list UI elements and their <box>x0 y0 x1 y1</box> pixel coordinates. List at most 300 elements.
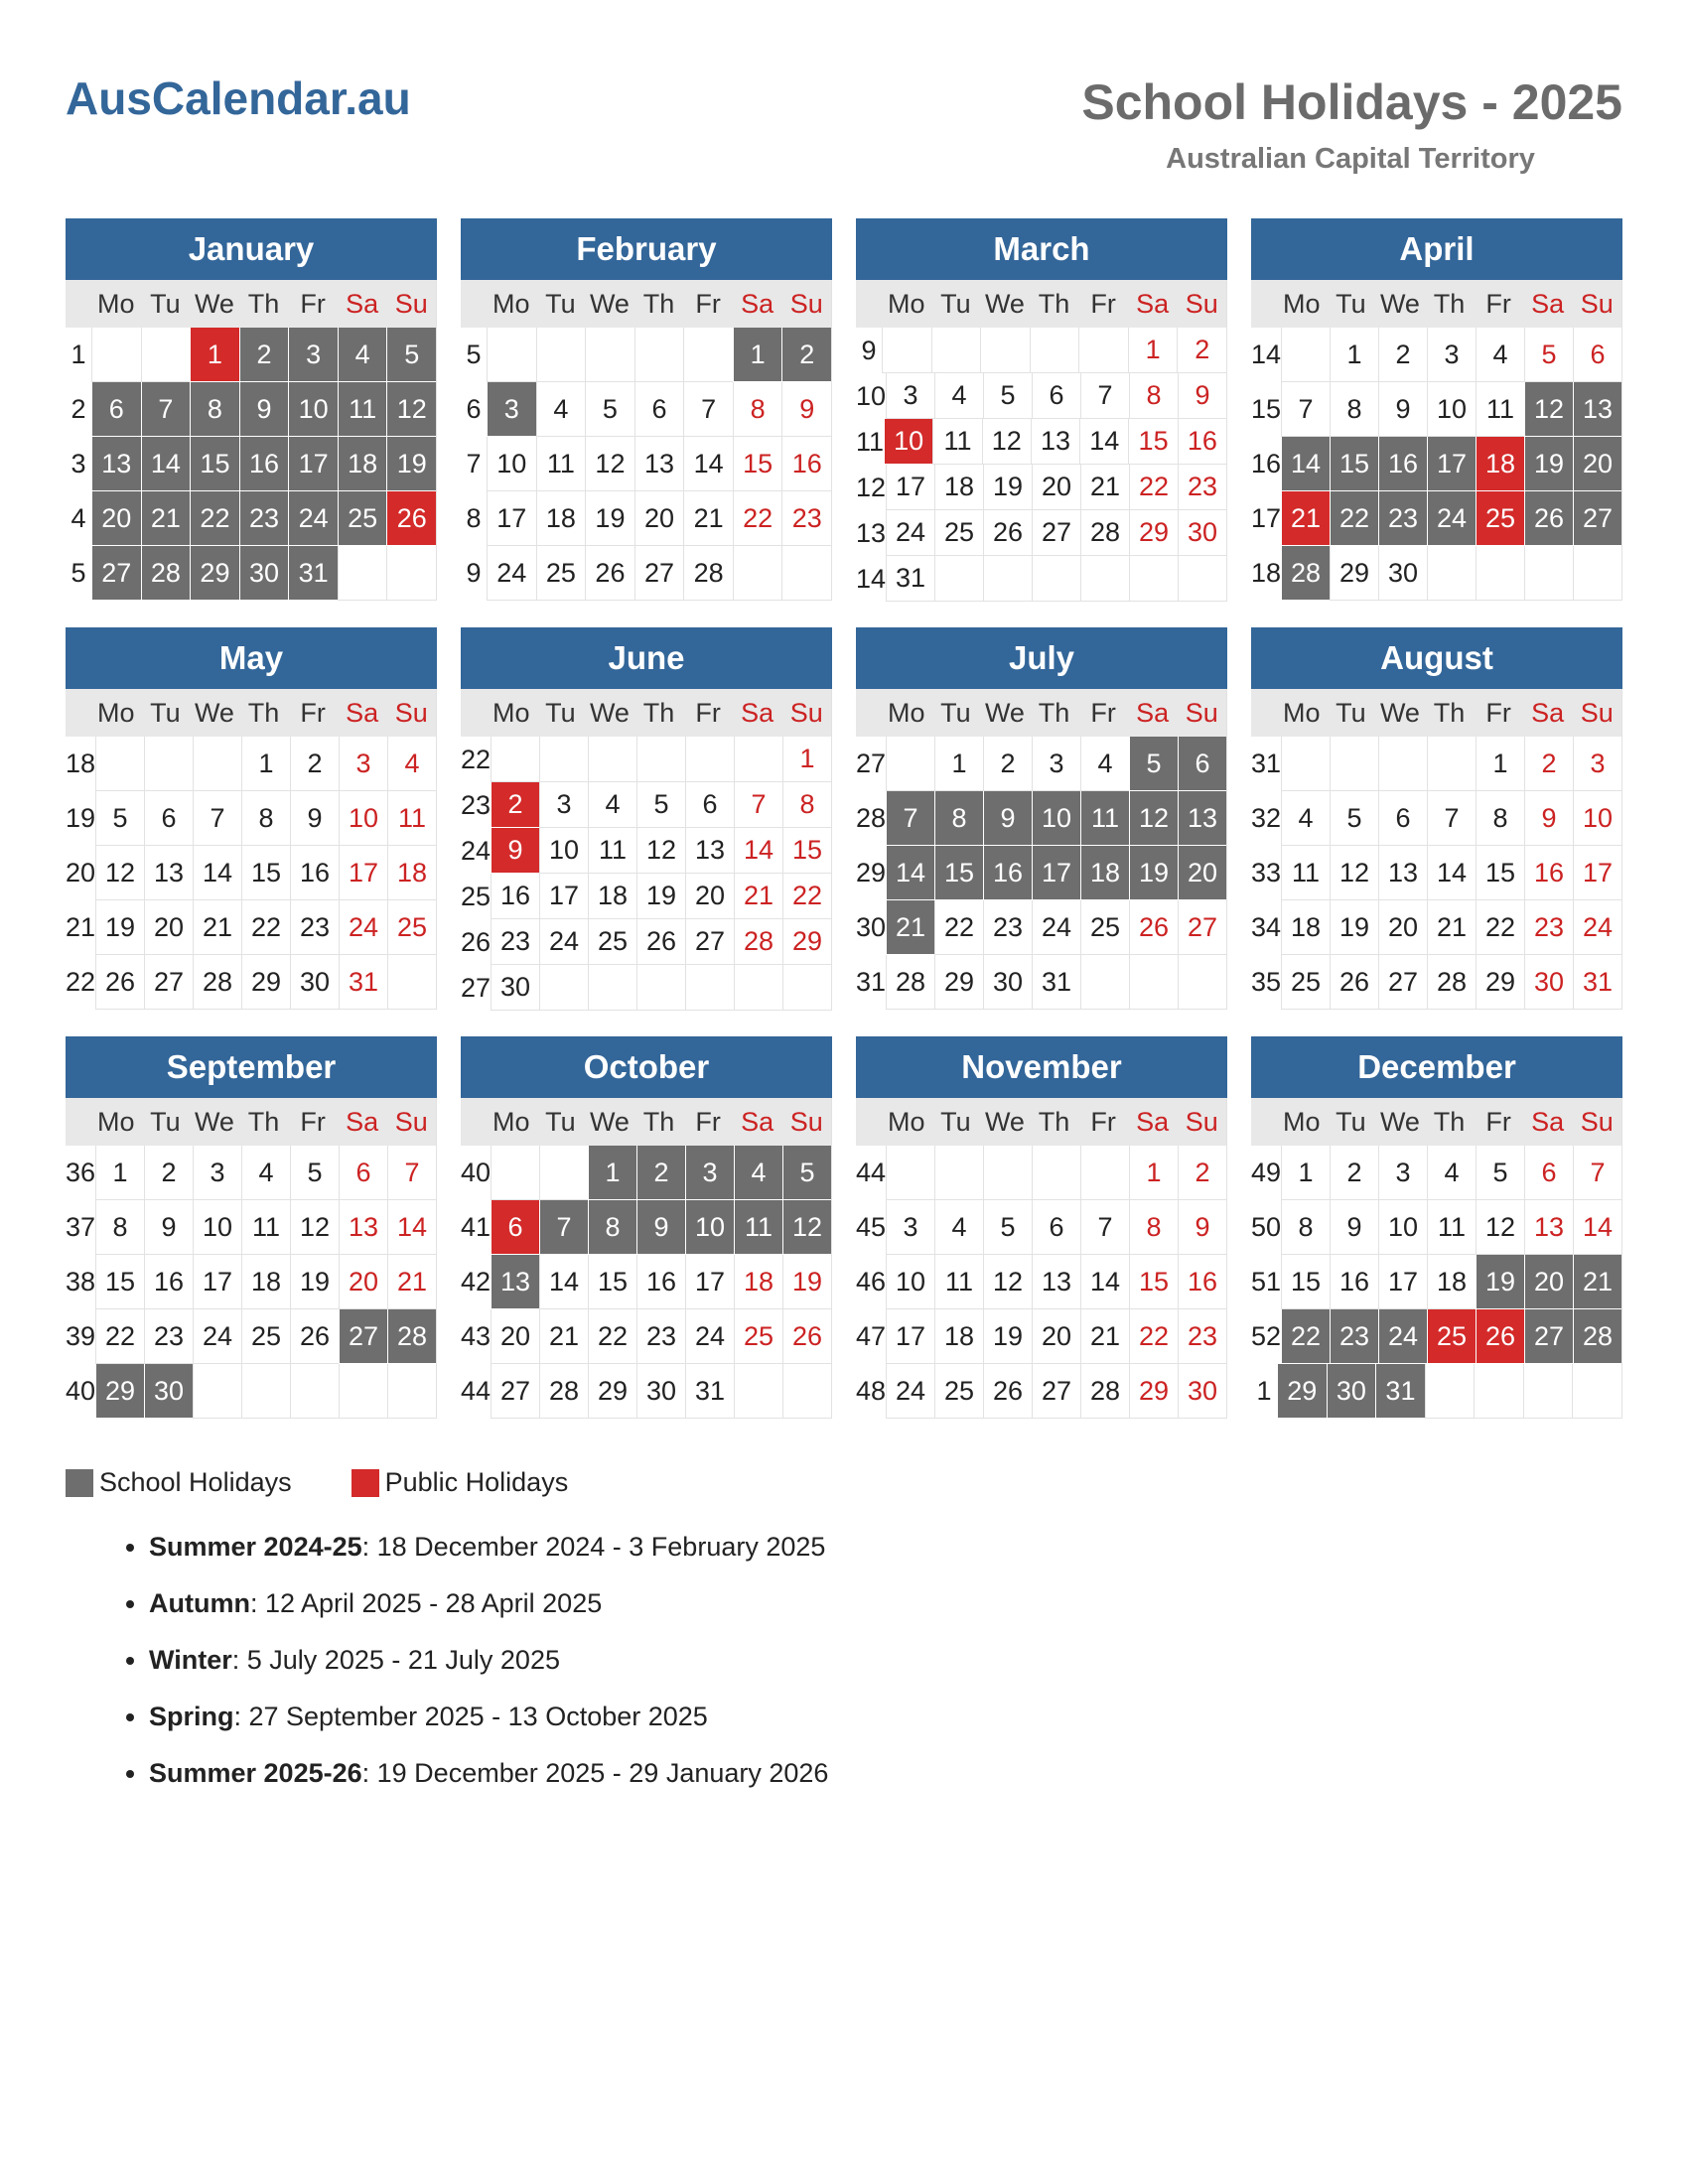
day-cell[interactable]: 29 <box>241 955 290 1010</box>
day-cell[interactable]: 13 <box>634 437 684 491</box>
day-cell[interactable]: 12 <box>983 1255 1032 1309</box>
day-cell[interactable]: 3 <box>886 1200 934 1255</box>
day-cell[interactable]: 16 <box>1524 846 1573 900</box>
day-cell[interactable]: 17 <box>1032 846 1080 900</box>
day-cell[interactable]: 26 <box>1129 900 1178 955</box>
day-cell[interactable]: 6 <box>685 782 734 828</box>
day-cell[interactable]: 15 <box>241 846 290 900</box>
day-cell[interactable]: 22 <box>1476 900 1524 955</box>
day-cell[interactable]: 8 <box>733 382 782 437</box>
day-cell[interactable]: 17 <box>1573 846 1621 900</box>
day-cell[interactable]: 22 <box>190 491 239 546</box>
day-cell[interactable]: 24 <box>339 900 387 955</box>
day-cell[interactable]: 7 <box>1080 1200 1129 1255</box>
day-cell[interactable]: 29 <box>1476 955 1524 1010</box>
day-cell[interactable]: 26 <box>782 1309 831 1364</box>
day-cell[interactable]: 19 <box>1476 1255 1524 1309</box>
day-cell[interactable]: 30 <box>1378 546 1427 601</box>
day-cell[interactable]: 9 <box>1178 373 1226 419</box>
day-cell[interactable]: 6 <box>1032 373 1080 419</box>
day-cell[interactable]: 30 <box>290 955 339 1010</box>
day-cell[interactable]: 21 <box>141 491 191 546</box>
day-cell[interactable]: 9 <box>491 828 539 874</box>
day-cell[interactable]: 9 <box>781 382 831 437</box>
day-cell[interactable]: 31 <box>1375 1364 1425 1419</box>
day-cell[interactable]: 25 <box>338 491 387 546</box>
day-cell[interactable]: 2 <box>1330 1146 1378 1200</box>
day-cell[interactable]: 28 <box>1080 510 1129 556</box>
day-cell[interactable]: 12 <box>782 1200 831 1255</box>
day-cell[interactable]: 30 <box>1524 955 1573 1010</box>
day-cell[interactable]: 4 <box>387 737 436 791</box>
day-cell[interactable]: 13 <box>144 846 193 900</box>
day-cell[interactable]: 19 <box>1129 846 1178 900</box>
day-cell[interactable]: 3 <box>886 373 934 419</box>
day-cell[interactable]: 4 <box>934 1200 983 1255</box>
day-cell[interactable]: 14 <box>683 437 733 491</box>
day-cell[interactable]: 24 <box>1378 1309 1427 1364</box>
day-cell[interactable]: 27 <box>1178 900 1226 955</box>
day-cell[interactable]: 6 <box>634 382 684 437</box>
day-cell[interactable]: 15 <box>1330 437 1378 491</box>
day-cell[interactable]: 17 <box>339 846 387 900</box>
day-cell[interactable]: 20 <box>491 1309 539 1364</box>
day-cell[interactable]: 2 <box>144 1146 193 1200</box>
day-cell[interactable]: 8 <box>782 782 831 828</box>
day-cell[interactable]: 4 <box>588 782 636 828</box>
day-cell[interactable]: 2 <box>290 737 339 791</box>
day-cell[interactable]: 25 <box>1281 955 1330 1010</box>
day-cell[interactable]: 20 <box>1378 900 1427 955</box>
day-cell[interactable]: 14 <box>193 846 241 900</box>
day-cell[interactable]: 28 <box>886 955 934 1010</box>
day-cell[interactable]: 16 <box>1330 1255 1378 1309</box>
day-cell[interactable]: 29 <box>934 955 983 1010</box>
day-cell[interactable]: 5 <box>636 782 685 828</box>
day-cell[interactable]: 1 <box>1128 328 1178 373</box>
day-cell[interactable]: 6 <box>1573 328 1621 382</box>
day-cell[interactable]: 2 <box>491 782 539 828</box>
day-cell[interactable]: 3 <box>339 737 387 791</box>
day-cell[interactable]: 26 <box>1524 491 1573 546</box>
day-cell[interactable]: 13 <box>1031 419 1079 465</box>
day-cell[interactable]: 17 <box>288 437 338 491</box>
day-cell[interactable]: 12 <box>95 846 144 900</box>
day-cell[interactable]: 25 <box>1476 491 1524 546</box>
day-cell[interactable]: 30 <box>636 1364 685 1419</box>
day-cell[interactable]: 13 <box>1178 791 1226 846</box>
day-cell[interactable]: 20 <box>144 900 193 955</box>
day-cell[interactable]: 14 <box>734 828 782 874</box>
day-cell[interactable]: 23 <box>491 919 539 965</box>
day-cell[interactable]: 14 <box>1573 1200 1621 1255</box>
day-cell[interactable]: 12 <box>1330 846 1378 900</box>
day-cell[interactable]: 14 <box>1080 1255 1129 1309</box>
day-cell[interactable]: 4 <box>1080 737 1129 791</box>
day-cell[interactable]: 18 <box>934 465 983 510</box>
day-cell[interactable]: 23 <box>1178 465 1226 510</box>
day-cell[interactable]: 10 <box>539 828 588 874</box>
day-cell[interactable]: 17 <box>539 874 588 919</box>
day-cell[interactable]: 21 <box>1573 1255 1621 1309</box>
day-cell[interactable]: 16 <box>239 437 289 491</box>
day-cell[interactable]: 5 <box>1129 737 1178 791</box>
day-cell[interactable]: 25 <box>536 546 586 601</box>
day-cell[interactable]: 20 <box>1032 1309 1080 1364</box>
day-cell[interactable]: 25 <box>1080 900 1129 955</box>
day-cell[interactable]: 10 <box>288 382 338 437</box>
day-cell[interactable]: 16 <box>636 1255 685 1309</box>
day-cell[interactable]: 18 <box>934 1309 983 1364</box>
day-cell[interactable]: 7 <box>1080 373 1129 419</box>
day-cell[interactable]: 5 <box>290 1146 339 1200</box>
day-cell[interactable]: 16 <box>144 1255 193 1309</box>
day-cell[interactable]: 31 <box>288 546 338 601</box>
day-cell[interactable]: 22 <box>241 900 290 955</box>
day-cell[interactable]: 28 <box>1080 1364 1129 1419</box>
day-cell[interactable]: 6 <box>1524 1146 1573 1200</box>
day-cell[interactable]: 13 <box>685 828 734 874</box>
day-cell[interactable]: 11 <box>387 791 436 846</box>
day-cell[interactable]: 27 <box>634 546 684 601</box>
day-cell[interactable]: 1 <box>733 328 782 382</box>
day-cell[interactable]: 29 <box>782 919 831 965</box>
day-cell[interactable]: 22 <box>934 900 983 955</box>
day-cell[interactable]: 26 <box>983 1364 1032 1419</box>
day-cell[interactable]: 15 <box>588 1255 636 1309</box>
day-cell[interactable]: 28 <box>387 1309 436 1364</box>
day-cell[interactable]: 30 <box>491 965 539 1011</box>
day-cell[interactable]: 6 <box>91 382 141 437</box>
day-cell[interactable]: 7 <box>193 791 241 846</box>
day-cell[interactable]: 9 <box>1524 791 1573 846</box>
day-cell[interactable]: 4 <box>1476 328 1524 382</box>
day-cell[interactable]: 4 <box>734 1146 782 1200</box>
day-cell[interactable]: 14 <box>387 1200 436 1255</box>
day-cell[interactable]: 21 <box>387 1255 436 1309</box>
day-cell[interactable]: 5 <box>1524 328 1573 382</box>
day-cell[interactable]: 7 <box>1427 791 1476 846</box>
day-cell[interactable]: 1 <box>1330 328 1378 382</box>
day-cell[interactable]: 27 <box>339 1309 387 1364</box>
day-cell[interactable]: 27 <box>1573 491 1621 546</box>
day-cell[interactable]: 13 <box>1524 1200 1573 1255</box>
day-cell[interactable]: 24 <box>886 510 934 556</box>
day-cell[interactable]: 9 <box>983 791 1032 846</box>
day-cell[interactable]: 2 <box>1524 737 1573 791</box>
day-cell[interactable]: 27 <box>91 546 141 601</box>
day-cell[interactable]: 3 <box>193 1146 241 1200</box>
day-cell[interactable]: 24 <box>685 1309 734 1364</box>
day-cell[interactable]: 13 <box>91 437 141 491</box>
day-cell[interactable]: 6 <box>491 1200 539 1255</box>
day-cell[interactable]: 19 <box>95 900 144 955</box>
day-cell[interactable]: 22 <box>782 874 831 919</box>
day-cell[interactable]: 3 <box>487 382 536 437</box>
day-cell[interactable]: 9 <box>1330 1200 1378 1255</box>
day-cell[interactable]: 19 <box>636 874 685 919</box>
day-cell[interactable]: 5 <box>386 328 436 382</box>
day-cell[interactable]: 15 <box>1129 1255 1178 1309</box>
day-cell[interactable]: 29 <box>1129 510 1178 556</box>
day-cell[interactable]: 4 <box>536 382 586 437</box>
day-cell[interactable]: 11 <box>241 1200 290 1255</box>
day-cell[interactable]: 22 <box>95 1309 144 1364</box>
day-cell[interactable]: 15 <box>1128 419 1177 465</box>
day-cell[interactable]: 2 <box>983 737 1032 791</box>
day-cell[interactable]: 5 <box>1476 1146 1524 1200</box>
day-cell[interactable]: 25 <box>734 1309 782 1364</box>
day-cell[interactable]: 26 <box>1476 1309 1524 1364</box>
day-cell[interactable]: 30 <box>1327 1364 1376 1419</box>
day-cell[interactable]: 24 <box>1573 900 1621 955</box>
day-cell[interactable]: 8 <box>1330 382 1378 437</box>
day-cell[interactable]: 13 <box>1032 1255 1080 1309</box>
day-cell[interactable]: 12 <box>982 419 1031 465</box>
day-cell[interactable]: 8 <box>588 1200 636 1255</box>
day-cell[interactable]: 26 <box>1330 955 1378 1010</box>
day-cell[interactable]: 17 <box>1427 437 1476 491</box>
day-cell[interactable]: 12 <box>1129 791 1178 846</box>
day-cell[interactable]: 28 <box>193 955 241 1010</box>
day-cell[interactable]: 12 <box>1524 382 1573 437</box>
day-cell[interactable]: 18 <box>338 437 387 491</box>
site-logo[interactable]: AusCalendar.au <box>66 72 411 124</box>
day-cell[interactable]: 18 <box>1080 846 1129 900</box>
day-cell[interactable]: 16 <box>290 846 339 900</box>
day-cell[interactable]: 21 <box>734 874 782 919</box>
day-cell[interactable]: 29 <box>95 1364 144 1419</box>
day-cell[interactable]: 6 <box>1032 1200 1080 1255</box>
day-cell[interactable]: 30 <box>1178 510 1226 556</box>
day-cell[interactable]: 8 <box>190 382 239 437</box>
day-cell[interactable]: 27 <box>1524 1309 1573 1364</box>
day-cell[interactable]: 10 <box>1427 382 1476 437</box>
day-cell[interactable]: 24 <box>193 1309 241 1364</box>
day-cell[interactable]: 25 <box>387 900 436 955</box>
day-cell[interactable]: 30 <box>1178 1364 1226 1419</box>
day-cell[interactable]: 22 <box>1281 1309 1330 1364</box>
day-cell[interactable]: 18 <box>536 491 586 546</box>
day-cell[interactable]: 20 <box>91 491 141 546</box>
day-cell[interactable]: 24 <box>1032 900 1080 955</box>
day-cell[interactable]: 8 <box>934 791 983 846</box>
day-cell[interactable]: 5 <box>1330 791 1378 846</box>
day-cell[interactable]: 1 <box>588 1146 636 1200</box>
day-cell[interactable]: 10 <box>339 791 387 846</box>
day-cell[interactable]: 23 <box>781 491 831 546</box>
day-cell[interactable]: 20 <box>339 1255 387 1309</box>
day-cell[interactable]: 25 <box>934 510 983 556</box>
day-cell[interactable]: 19 <box>1330 900 1378 955</box>
day-cell[interactable]: 19 <box>983 1309 1032 1364</box>
day-cell[interactable]: 21 <box>886 900 934 955</box>
day-cell[interactable]: 10 <box>685 1200 734 1255</box>
day-cell[interactable]: 11 <box>934 1255 983 1309</box>
day-cell[interactable]: 3 <box>539 782 588 828</box>
day-cell[interactable]: 8 <box>95 1200 144 1255</box>
day-cell[interactable]: 19 <box>290 1255 339 1309</box>
day-cell[interactable]: 6 <box>339 1146 387 1200</box>
day-cell[interactable]: 24 <box>1427 491 1476 546</box>
day-cell[interactable]: 29 <box>588 1364 636 1419</box>
day-cell[interactable]: 5 <box>782 1146 831 1200</box>
day-cell[interactable]: 28 <box>683 546 733 601</box>
day-cell[interactable]: 31 <box>685 1364 734 1419</box>
day-cell[interactable]: 1 <box>95 1146 144 1200</box>
day-cell[interactable]: 8 <box>1129 373 1178 419</box>
day-cell[interactable]: 19 <box>585 491 634 546</box>
day-cell[interactable]: 28 <box>1427 955 1476 1010</box>
day-cell[interactable]: 14 <box>141 437 191 491</box>
day-cell[interactable]: 15 <box>782 828 831 874</box>
day-cell[interactable]: 14 <box>1079 419 1128 465</box>
day-cell[interactable]: 28 <box>141 546 191 601</box>
day-cell[interactable]: 16 <box>1378 437 1427 491</box>
day-cell[interactable]: 14 <box>886 846 934 900</box>
day-cell[interactable]: 9 <box>290 791 339 846</box>
day-cell[interactable]: 26 <box>95 955 144 1010</box>
day-cell[interactable]: 3 <box>1427 328 1476 382</box>
day-cell[interactable]: 2 <box>1378 328 1427 382</box>
day-cell[interactable]: 1 <box>934 737 983 791</box>
day-cell[interactable]: 9 <box>239 382 289 437</box>
day-cell[interactable]: 19 <box>983 465 1032 510</box>
day-cell[interactable]: 24 <box>886 1364 934 1419</box>
day-cell[interactable]: 5 <box>95 791 144 846</box>
day-cell[interactable]: 5 <box>585 382 634 437</box>
day-cell[interactable]: 2 <box>636 1146 685 1200</box>
day-cell[interactable]: 5 <box>983 373 1032 419</box>
day-cell[interactable]: 8 <box>1129 1200 1178 1255</box>
day-cell[interactable]: 3 <box>1378 1146 1427 1200</box>
day-cell[interactable]: 4 <box>338 328 387 382</box>
day-cell[interactable]: 15 <box>1476 846 1524 900</box>
day-cell[interactable]: 23 <box>290 900 339 955</box>
day-cell[interactable]: 22 <box>733 491 782 546</box>
day-cell[interactable]: 10 <box>1032 791 1080 846</box>
day-cell[interactable]: 11 <box>1281 846 1330 900</box>
day-cell[interactable]: 5 <box>983 1200 1032 1255</box>
day-cell[interactable]: 4 <box>241 1146 290 1200</box>
day-cell[interactable]: 17 <box>487 491 536 546</box>
day-cell[interactable]: 3 <box>1573 737 1621 791</box>
day-cell[interactable]: 29 <box>190 546 239 601</box>
day-cell[interactable]: 9 <box>636 1200 685 1255</box>
day-cell[interactable]: 25 <box>1427 1309 1476 1364</box>
day-cell[interactable]: 24 <box>288 491 338 546</box>
day-cell[interactable]: 2 <box>781 328 831 382</box>
day-cell[interactable]: 21 <box>1080 465 1129 510</box>
day-cell[interactable]: 20 <box>685 874 734 919</box>
day-cell[interactable]: 11 <box>536 437 586 491</box>
day-cell[interactable]: 9 <box>1178 1200 1226 1255</box>
day-cell[interactable]: 18 <box>387 846 436 900</box>
day-cell[interactable]: 17 <box>193 1255 241 1309</box>
day-cell[interactable]: 20 <box>1032 465 1080 510</box>
day-cell[interactable]: 18 <box>588 874 636 919</box>
day-cell[interactable]: 20 <box>1178 846 1226 900</box>
day-cell[interactable]: 16 <box>983 846 1032 900</box>
day-cell[interactable]: 15 <box>190 437 239 491</box>
day-cell[interactable]: 30 <box>983 955 1032 1010</box>
day-cell[interactable]: 6 <box>144 791 193 846</box>
day-cell[interactable]: 18 <box>1281 900 1330 955</box>
day-cell[interactable]: 19 <box>782 1255 831 1309</box>
day-cell[interactable]: 12 <box>290 1200 339 1255</box>
day-cell[interactable]: 29 <box>1129 1364 1178 1419</box>
day-cell[interactable]: 21 <box>539 1309 588 1364</box>
day-cell[interactable]: 1 <box>190 328 239 382</box>
day-cell[interactable]: 22 <box>1330 491 1378 546</box>
day-cell[interactable]: 18 <box>1427 1255 1476 1309</box>
day-cell[interactable]: 22 <box>1129 1309 1178 1364</box>
day-cell[interactable]: 7 <box>683 382 733 437</box>
day-cell[interactable]: 3 <box>288 328 338 382</box>
day-cell[interactable]: 26 <box>386 491 436 546</box>
day-cell[interactable]: 13 <box>1573 382 1621 437</box>
day-cell[interactable]: 31 <box>339 955 387 1010</box>
day-cell[interactable]: 25 <box>241 1309 290 1364</box>
day-cell[interactable]: 11 <box>1427 1200 1476 1255</box>
day-cell[interactable]: 26 <box>290 1309 339 1364</box>
day-cell[interactable]: 27 <box>685 919 734 965</box>
day-cell[interactable]: 31 <box>1573 955 1621 1010</box>
day-cell[interactable]: 21 <box>1427 900 1476 955</box>
day-cell[interactable]: 13 <box>339 1200 387 1255</box>
day-cell[interactable]: 17 <box>886 465 934 510</box>
day-cell[interactable]: 31 <box>1032 955 1080 1010</box>
day-cell[interactable]: 20 <box>1524 1255 1573 1309</box>
day-cell[interactable]: 30 <box>239 546 289 601</box>
day-cell[interactable]: 14 <box>1281 437 1330 491</box>
day-cell[interactable]: 24 <box>487 546 536 601</box>
day-cell[interactable]: 7 <box>141 382 191 437</box>
day-cell[interactable]: 29 <box>1277 1364 1327 1419</box>
day-cell[interactable]: 26 <box>983 510 1032 556</box>
day-cell[interactable]: 28 <box>1573 1309 1621 1364</box>
day-cell[interactable]: 11 <box>588 828 636 874</box>
day-cell[interactable]: 22 <box>1129 465 1178 510</box>
day-cell[interactable]: 10 <box>193 1200 241 1255</box>
day-cell[interactable]: 4 <box>1281 791 1330 846</box>
day-cell[interactable]: 24 <box>539 919 588 965</box>
day-cell[interactable]: 12 <box>1476 1200 1524 1255</box>
day-cell[interactable]: 11 <box>1476 382 1524 437</box>
day-cell[interactable]: 15 <box>733 437 782 491</box>
day-cell[interactable]: 25 <box>934 1364 983 1419</box>
day-cell[interactable]: 27 <box>1032 510 1080 556</box>
day-cell[interactable]: 22 <box>588 1309 636 1364</box>
day-cell[interactable]: 4 <box>934 373 983 419</box>
day-cell[interactable]: 12 <box>386 382 436 437</box>
day-cell[interactable]: 23 <box>1330 1309 1378 1364</box>
day-cell[interactable]: 30 <box>144 1364 193 1419</box>
day-cell[interactable]: 1 <box>782 737 831 782</box>
day-cell[interactable]: 3 <box>685 1146 734 1200</box>
day-cell[interactable]: 21 <box>1281 491 1330 546</box>
day-cell[interactable]: 12 <box>636 828 685 874</box>
day-cell[interactable]: 3 <box>1032 737 1080 791</box>
day-cell[interactable]: 28 <box>1281 546 1330 601</box>
day-cell[interactable]: 27 <box>144 955 193 1010</box>
day-cell[interactable]: 25 <box>588 919 636 965</box>
day-cell[interactable]: 31 <box>886 556 934 602</box>
day-cell[interactable]: 16 <box>1178 419 1226 465</box>
day-cell[interactable]: 10 <box>487 437 536 491</box>
day-cell[interactable]: 21 <box>1080 1309 1129 1364</box>
day-cell[interactable]: 18 <box>241 1255 290 1309</box>
